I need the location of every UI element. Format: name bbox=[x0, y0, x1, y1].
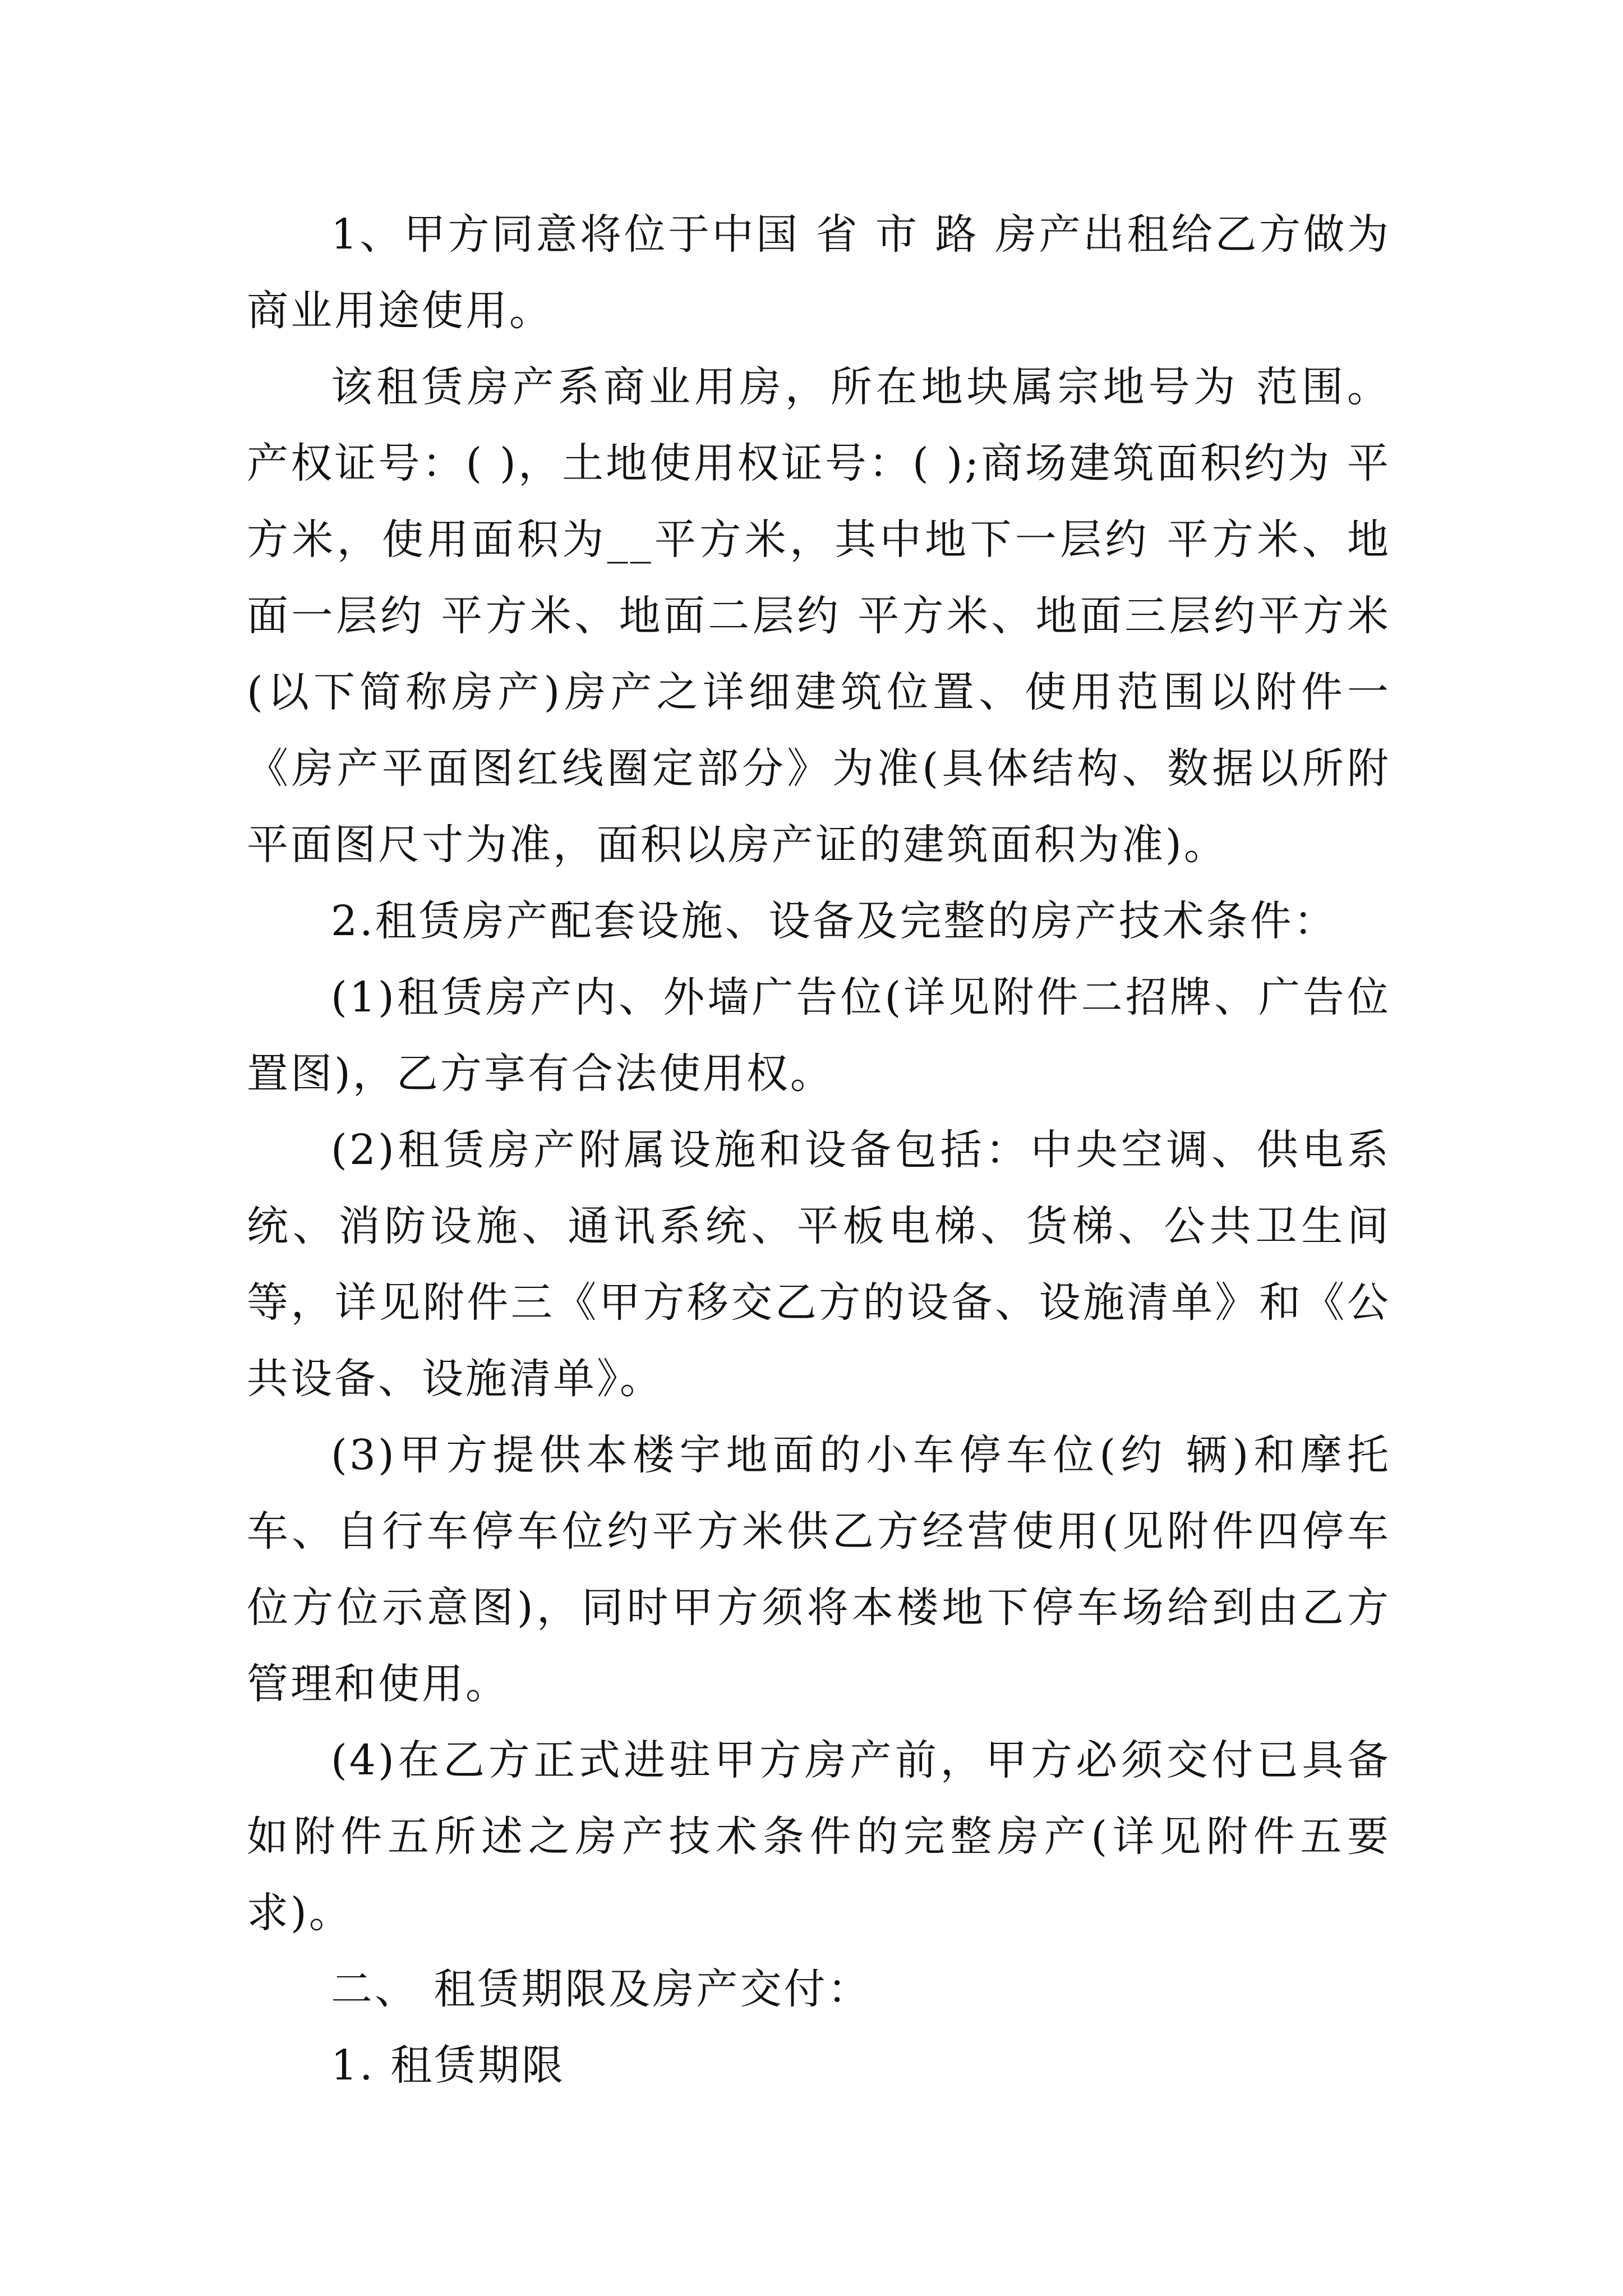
paragraph-item-2: (2)租赁房产附属设施和设备包括：中央空调、供电系统、消防设施、通讯系统、平板电梯、货梯、公共卫生间等，详见附件三《甲方移交乙方的设备、设施清单》和《公共设备、设施清单》。 bbox=[247, 1126, 1391, 1403]
paragraph-clause-1: 1、甲方同意将位于中国 省 市 路 房产出租给乙方做为商业用途使用。 bbox=[247, 210, 1391, 335]
subsection-heading-lease-term: 1. 租赁期限 bbox=[331, 2041, 566, 2090]
section-heading-2: 二、 租赁期限及房产交付： bbox=[331, 1965, 872, 2013]
paragraph-item-3: (3)甲方提供本楼宇地面的小车停车位(约 辆)和摩托车、自行车停车位约平方米供乙方经营使用(见附件四停车位方位示意图)，同时甲方须将本楼地下停车场给到由乙方管理和使用。 bbox=[247, 1431, 1391, 1708]
document-body bbox=[247, 196, 1391, 2104]
paragraph-item-1: (1)租赁房产内、外墙广告位(详见附件二招牌、广告位置图)，乙方享有合法使用权。 bbox=[247, 973, 1391, 1098]
paragraph-property-description: 该租赁房产系商业用房，所在地块属宗地号为 范围。产权证号：( )，土地使用权证号：( );商场建筑面积约为 平方米，使用面积为__平方米，其中地下一层约 平方米、地面一层约 平方米、地面二层约 平方米、地面三层约平方米(以下简称房产)房产之详细建筑位置、使用范围以附件一《房产平面图红线圈定部分》为准(具体结构、数据以所附平面图尺寸为准，面积以房产证的建筑面积为准)。 bbox=[247, 363, 1391, 869]
paragraph-item-4: (4)在乙方正式进驻甲方房产前，甲方必须交付已具备如附件五所述之房产技术条件的完整房产(详见附件五要求)。 bbox=[247, 1736, 1391, 1937]
paragraph-clause-2: 2.租赁房产配套设施、设备及完整的房产技术条件： bbox=[331, 897, 1338, 945]
